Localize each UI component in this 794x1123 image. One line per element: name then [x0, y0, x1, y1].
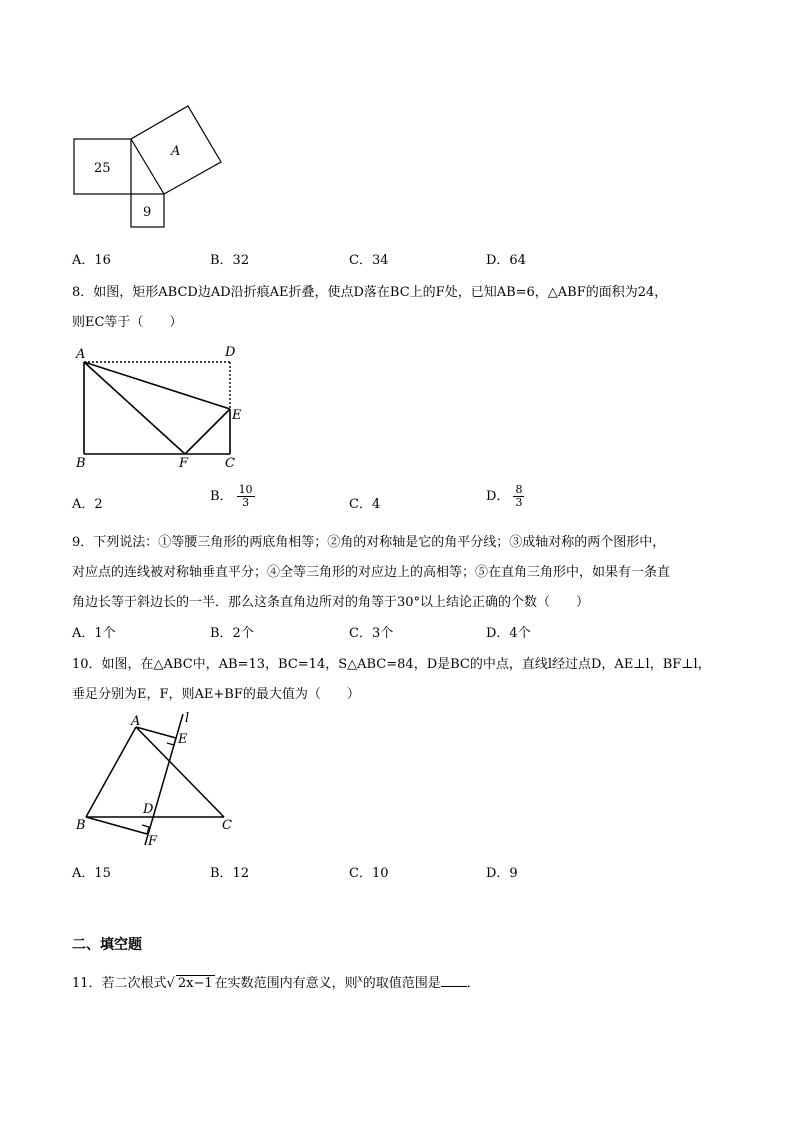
section-title-fill-in: 二、填空题 [72, 937, 142, 953]
point-A: A [131, 714, 141, 729]
q8-option-c[interactable]: C．4 [349, 497, 381, 512]
sqrt-icon: √ [166, 976, 175, 991]
q7-option-b[interactable]: B．32 [210, 253, 250, 268]
q11-stem [72, 972, 480, 991]
q10-option-c[interactable]: C．10 [349, 866, 389, 881]
q7-option-c[interactable]: C．34 [349, 253, 389, 268]
q10-stem-line2: 垂足分别为E，F，则AE+BF的最大值为（ ） [72, 687, 360, 702]
point-B: B [76, 456, 86, 471]
point-D: D [143, 802, 154, 817]
fraction-denominator: 3 [515, 496, 523, 509]
fraction-numerator: 8 [515, 483, 523, 496]
point-C: C [225, 456, 235, 471]
label-25: 25 [94, 161, 111, 176]
q8-option-b-prefix: B． [210, 489, 233, 504]
q11-radicand: 2x−1 [177, 976, 213, 991]
q11-middle: 在实数范围内有意义，则 [214, 976, 358, 991]
point-F: F [179, 456, 189, 471]
q7-option-d[interactable]: D．64 [486, 253, 526, 268]
q11-end: ． [466, 976, 480, 991]
q8-option-a[interactable]: A．2 [72, 497, 103, 512]
q10-option-a[interactable]: A．15 [72, 866, 111, 881]
point-C: C [222, 818, 232, 833]
point-E: E [232, 408, 242, 423]
q9-option-d[interactable]: D．4个 [486, 626, 531, 641]
q10-option-b[interactable]: B．12 [210, 866, 250, 881]
point-B: B [76, 818, 86, 833]
point-F: F [148, 834, 158, 849]
q9-stem-line1: 9．下列说法：①等腰三角形的两底角相等；②角的对称轴是它的角平分线；③成轴对称的两个图形中， [72, 535, 666, 550]
q8-stem-line1: 8．如图，矩形ABCD边AD沿折痕AE折叠，使点D落在BC上的F处，已知AB=6，△ABF的面积为24， [72, 285, 668, 300]
q7-option-a[interactable]: A．16 [72, 253, 111, 268]
label-9: 9 [143, 205, 152, 220]
q11-variable: x [357, 974, 363, 985]
q10-option-d[interactable]: D．9 [486, 866, 518, 881]
point-D: D [225, 345, 236, 360]
q11-answer-blank[interactable] [441, 974, 467, 987]
q10-stem-line1: 10．如图，在△ABC中，AB=13，BC=14，S△ABC=84，D是BC的中点，直线l经过点D，AE⊥l，BF⊥l， [72, 657, 711, 672]
point-E: E [178, 732, 188, 747]
q11-suffix: 的取值范围是 [362, 976, 441, 991]
q9-option-b[interactable]: B．2个 [210, 626, 254, 641]
q9-option-c[interactable]: C．3个 [349, 626, 394, 641]
q9-stem-line3: 角边长等于斜边长的一半．那么这条直角边所对的角等于30°以上结论正确的个数（ ） [72, 595, 590, 610]
fraction-denominator: 3 [242, 496, 250, 509]
q9-stem-line2: 对应点的连线被对称轴垂直平分；④全等三角形的对应边上的高相等；⑤在直角三角形中，如果有一条直 [72, 565, 671, 580]
point-A: A [76, 347, 86, 362]
q9-option-a[interactable]: A．1个 [72, 626, 116, 641]
fraction-numerator: 10 [238, 483, 253, 496]
line-l: l [185, 711, 190, 726]
q11-prefix: 11．若二次根式 [72, 976, 167, 991]
q8-option-d-prefix: D． [486, 489, 510, 504]
q8-stem-line2: 则EC等于（ ） [72, 315, 183, 330]
label-A: A [171, 144, 181, 159]
